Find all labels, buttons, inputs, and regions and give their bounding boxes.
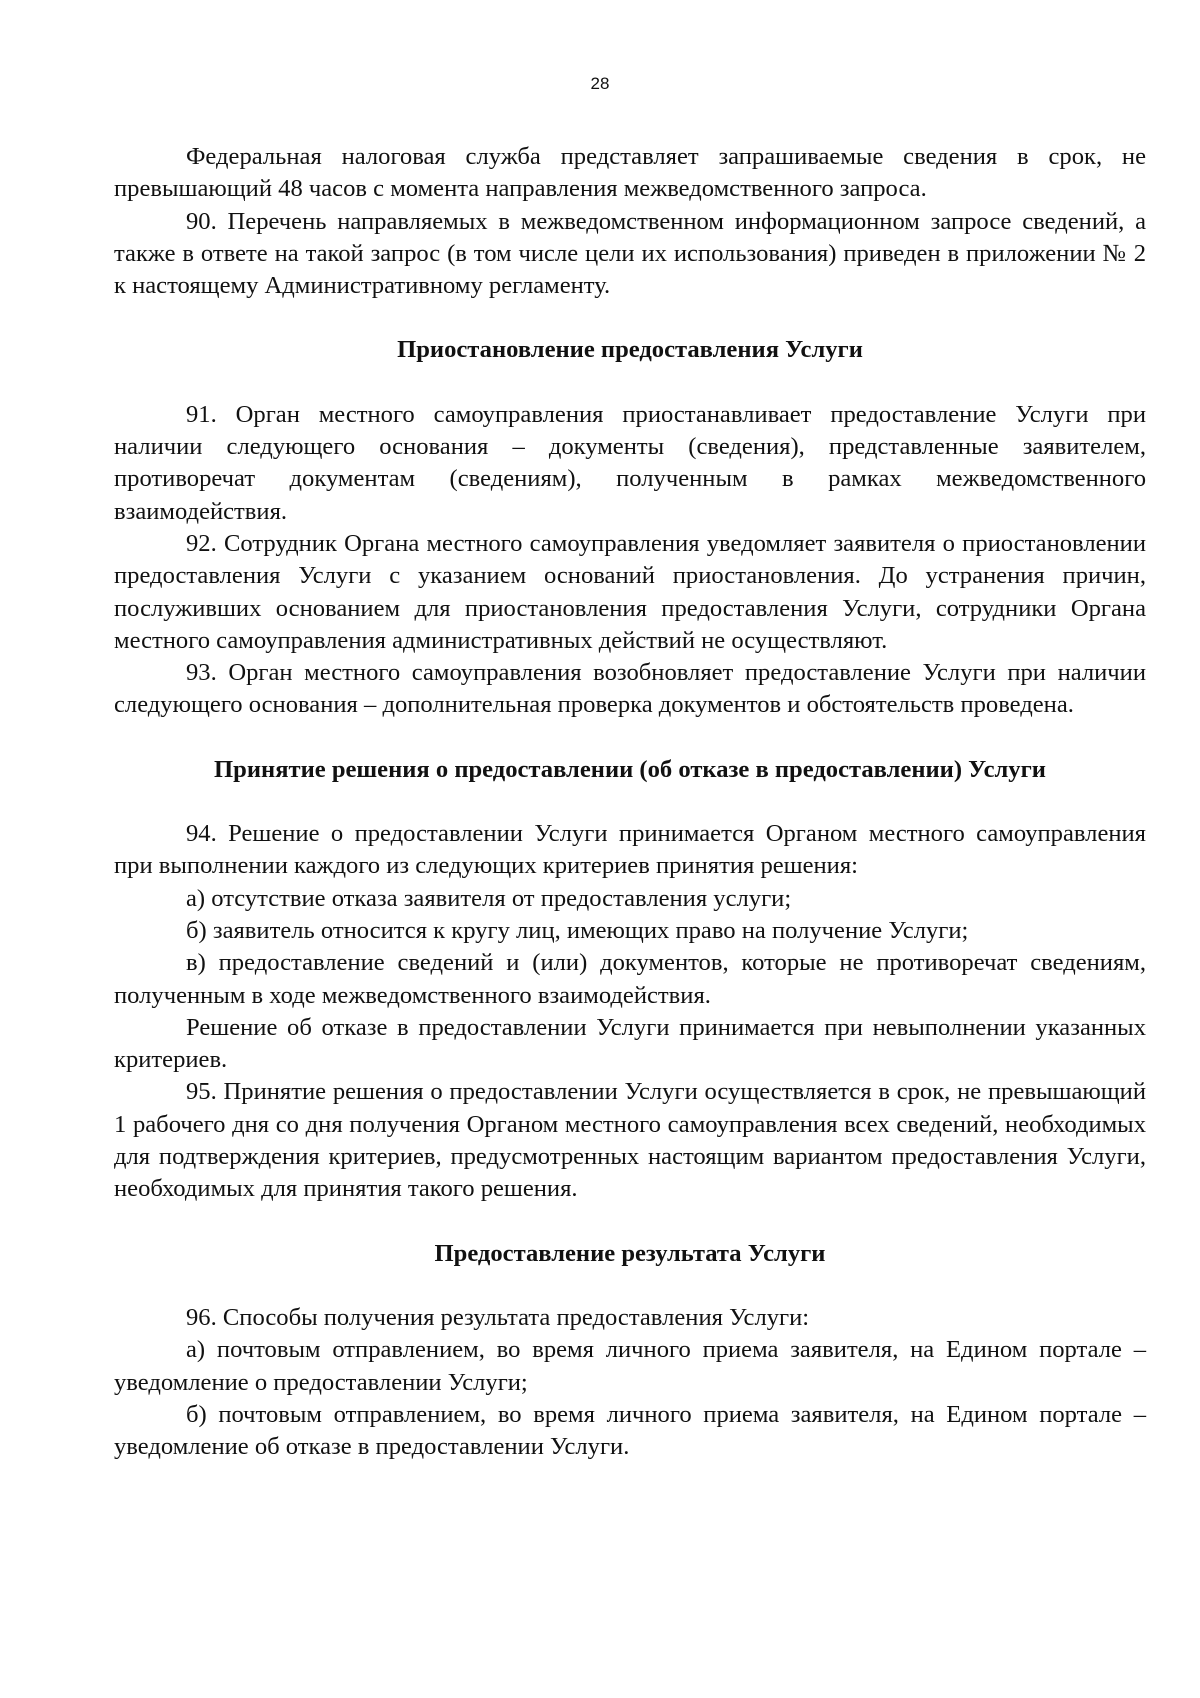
- paragraph-90: 90. Перечень направляемых в межведомственном информационном запросе сведений, а также в ответе на такой запрос (в том числе цели их использования) приведен в приложении № 2 к настоящему Административному регламенту.: [114, 207, 1146, 300]
- document-body: [114, 141, 1146, 1463]
- paragraph-96: 96. Способы получения результата предоставления Услуги:: [186, 1303, 810, 1331]
- paragraph-92: 92. Сотрудник Органа местного самоуправления уведомляет заявителя о приостановлении предоставления Услуги с указанием оснований приостановления. До устранения причин, послуживших основанием для приостановления предоставления Услуги, сотрудники Органа местного самоуправления административных действий не осуществляют.: [114, 529, 1146, 654]
- paragraph-91: 91. Орган местного самоуправления приостанавливает предоставление Услуги при наличии следующего основания – документы (сведения), представленные заявителем, противоречат документам (сведениям), полученным в рамках межведомственного взаимодействия.: [114, 400, 1146, 525]
- heading-decision: Принятие решения о предоставлении (об отказе в предоставлении) Услуги: [214, 755, 1046, 783]
- paragraph-96-b: б) почтовым отправлением, во время личного приема заявителя, на Едином портале – уведомление об отказе в предоставлении Услуги.: [114, 1400, 1146, 1461]
- paragraph-94-refusal: Решение об отказе в предоставлении Услуги принимается при невыполнении указанных критериев.: [114, 1013, 1146, 1074]
- heading-suspension: Приостановление предоставления Услуги: [397, 336, 863, 364]
- page-number: 28: [590, 74, 610, 93]
- heading-result: Предоставление результата Услуги: [434, 1239, 826, 1267]
- paragraph-94-b: б) заявитель относится к кругу лиц, имеющих право на получение Услуги;: [186, 916, 969, 944]
- paragraph-94-a: а) отсутствие отказа заявителя от предоставления услуги;: [186, 884, 792, 912]
- paragraph-94: 94. Решение о предоставлении Услуги принимается Органом местного самоуправления при выполнении каждого из следующих критериев принятия решения:: [114, 820, 1146, 880]
- paragraph-95: 95. Принятие решения о предоставлении Услуги осуществляется в срок, не превышающий 1 рабочего дня со дня получения Органом местного самоуправления всех сведений, необходимых для подтверждения критериев, предусмотренных настоящим вариантом предоставления Услуги, необходимых для принятия такого решения.: [114, 1078, 1146, 1203]
- paragraph-fns-deadline: Федеральная налоговая служба представляет запрашиваемые сведения в срок, не превышающий 48 часов с момента направления межведомственного запроса.: [114, 143, 1146, 203]
- paragraph-93: 93. Орган местного самоуправления возобновляет предоставление Услуги при наличии следующего основания – дополнительная проверка документов и обстоятельств проведена.: [114, 659, 1146, 719]
- paragraph-96-a: а) почтовым отправлением, во время личного приема заявителя, на Едином портале – уведомление о предоставлении Услуги;: [114, 1336, 1146, 1396]
- paragraph-94-c: в) предоставление сведений и (или) документов, которые не противоречат сведениям, полученным в ходе межведомственного взаимодействия.: [114, 949, 1146, 1009]
